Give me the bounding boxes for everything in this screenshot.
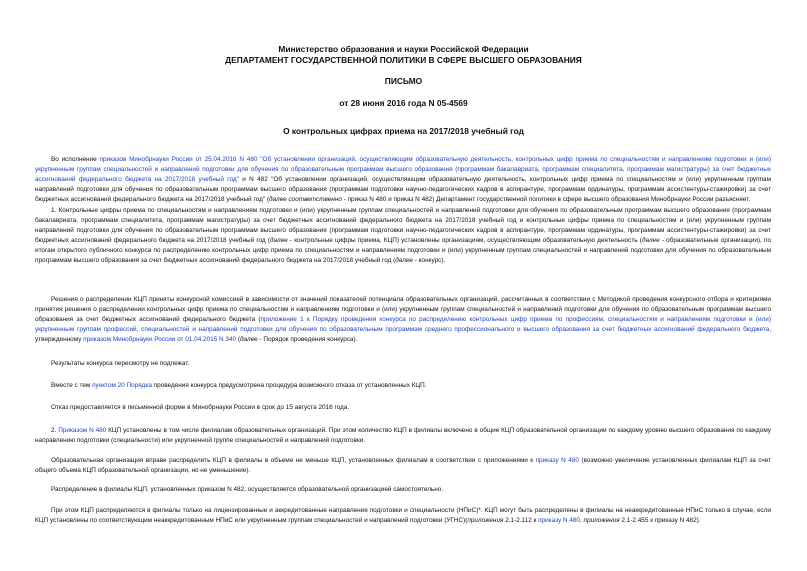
paragraph-accreditation: При этом КЦП распределяются в филиалы только на лицензированные и аккредитованные направления подготовки и специальности (НПиС)*. КЦП могут быть распределены в филиалы на неаккредитованные НПиС только в случае, если КЦП установлены по соответствующим неаккредитованным НПиС или укрупненным группам специальностей и направлений подготовки (УГНС)(приложения 2.1-2.112 к приказу N 480, приложения 2.1-2.455 к приказу N 482).: [35, 507, 771, 525]
document-type: ПИСЬМО: [384, 76, 423, 86]
paragraph-order-482: Распределение в филиалы КЦП, установленных приказом N 482, осуществляется образовательной организацией самостоятельно.: [51, 486, 444, 493]
paragraph-2: 2. Приказом N 480 КЦП установлены в том числе филиалам образовательных организаций. При этом количество КЦП в филиалы включено в общие КЦП образовательной организации по каждому уровню высшего образования по каждому направлению подготовки (специальности) или укрупненной группе специальностей и направлений подготовки.: [35, 427, 771, 445]
link-clause-20[interactable]: пунктом 20 Порядка: [92, 382, 152, 389]
paragraph-refusal-procedure: Вместе с тем пунктом 20 Порядка проведения конкурса предусмотрена процедура возможного отказа от установленных КЦП.: [51, 382, 427, 389]
link-order-480-c[interactable]: приказу N 480: [538, 517, 580, 525]
department-name: ДЕПАРТАМЕНТ ГОСУДАРСТВЕННОЙ ПОЛИТИКИ В СФЕРЕ ВЫСШЕГО ОБРАЗОВАНИЯ: [225, 55, 582, 65]
link-order-340[interactable]: приказом Минобрнауки России от 01.04.2015 N 340: [83, 336, 237, 344]
paragraph-intro: Во исполнение приказов Минобрнауки России от 25.04.2016 N 480 "Об установлении организаций, осуществляющим образовательную деятельность, контрольных цифр приема по специальностям и направлениям подготовки и (или) укрупненным группам специальностей и направлений подготовки для обучения по образовательным программам высшего образования (программам бакалавриата, программам специалитета, программам магистратуры) за счет бюджетных ассигнований федерального бюджета на 2017/2018 учебный год" и N 482 "Об установлении организаций, осуществляющим образовательную деятельность, контрольных цифр приема по специальностям и (или) укрупненным группам направлений подготовки для обучения по образовательным программам высшего образования (программам подготовки научно-педагогических кадров в аспирантуре, программам ординатуры, программам ассистентуры-стажировки) за счет бюджетных ассигнований федерального бюджета на 2017/2018 учебный год" (далее соответственно - приказ N 480 и приказ N 482) Департамент государственной политики в сфере высшего образования Минобрнауки России разъясняет.: [35, 156, 771, 204]
ministry-name: Министерство образования и науки Российской Федерации: [278, 44, 529, 54]
paragraph-branch-distribution: Образовательная организация вправе распределить КЦП в филиалы в объеме не меньше КЦП, установленных филиалам в соответствии с приложениями к приказу N 480 (возможно увеличение установленных филиалам КЦП за счет общего объема КЦП образовательной организации, но не уменьшение).: [35, 457, 771, 475]
paragraph-1: 1. Контрольные цифры приема по специальностям и направлениям подготовки и (или) укрупненным группам специальностей и направлений подготовки для обучения по образовательным программам высшего образования (программам бакалавриата, программам специалитета, программам магистратуры) за счет бюджетных ассигнований федерального бюджета на 2017/2018 учебный год и контрольные цифры приема по специальностям и (или) укрупненным группам направлений подготовки для обучения по образовательным программам высшего образования (программам подготовки научно-педагогических кадров в аспирантуре, программам ординатуры, программам ассистентуры-стажировки) за счет бюджетных ассигнований федерального бюджета на 2017/2018 учебный год (далее - контрольные цифры приема, КЦП) установлены организациям, осуществляющим образовательную деятельность (далее - образовательные организации), по итогам открытого публичного конкурса по распределению контрольных цифр приема по специальностям и направлениям подготовки и (или) укрупненным группам специальностей и направлений подготовки для обучения по образовательным программам высшего образования за счет бюджетных ассигнований федерального бюджета на 2017/2018 учебный год (далее - конкурс).: [35, 207, 772, 265]
link-orders-480[interactable]: приказов Минобрнауки России от 25.04.2016 N 480 "Об установлении организаций, осуществляющим образовательную деятельность, контрольных цифр приема по специальностям и направлениям подготовки и (или) укрупненным группам специальностей и направлений подготовки для обучения по образовательным программам высшего образования (программам бакалавриата, программам специалитета, программам магистратуры) за счет бюджетных ассигнований федерального бюджета на 2017/2018 учебный год": [35, 156, 771, 184]
link-order-480-b[interactable]: приказу N 480: [535, 457, 579, 464]
link-order-480-a[interactable]: Приказом N 480: [58, 427, 107, 434]
link-appendix-1-procedure[interactable]: приложение 1 к Порядку проведения конкурса по распределению контрольных цифр приема по профессиям, специальностям и направлениям подготовки и (или) укрупненным группам профессий, специальностей и направлений подготовки для обучения по образовательным программам среднего профессионального и высшего образования за счет бюджетных ассигнований федерального бюджета: [35, 316, 771, 334]
paragraph-refusal-deadline: Отказ предоставляется в письменной форме в Минобрнауки России в срок до 15 августа 2016 года.: [51, 404, 350, 411]
document-date-number: от 28 июня 2016 года N 05-4569: [339, 98, 468, 108]
paragraph-results: Результаты конкурса пересмотру не подлежат.: [51, 360, 190, 367]
document-subject: О контрольных цифрах приема на 2017/2018 учебный год: [283, 126, 524, 136]
paragraph-decisions: Решения о распределении КЦП приняты конкурсной комиссией в зависимости от значений показателей потенциала образовательных организаций, рассчитанных в соответствии с Методикой проведения конкурсного отбора и критериями принятия решения о распределении контрольных цифр приема по специальностям и направлениям подготовки и (или) укрупненным группам специальностей и направлений подготовки для обучения по образовательным программам высшего образования за счет бюджетных ассигнований федерального бюджета (приложение 1 к Порядку проведения конкурса по распределению контрольных цифр приема по профессиям, специальностям и направлениям подготовки и (или) укрупненным группам профессий, специальностей и направлений подготовки для обучения по образовательным программам среднего профессионального и высшего образования за счет бюджетных ассигнований федерального бюджета, утвержденному приказом Минобрнауки России от 01.04.2015 N 340 (далее - Порядок проведения конкурса).: [35, 296, 771, 344]
